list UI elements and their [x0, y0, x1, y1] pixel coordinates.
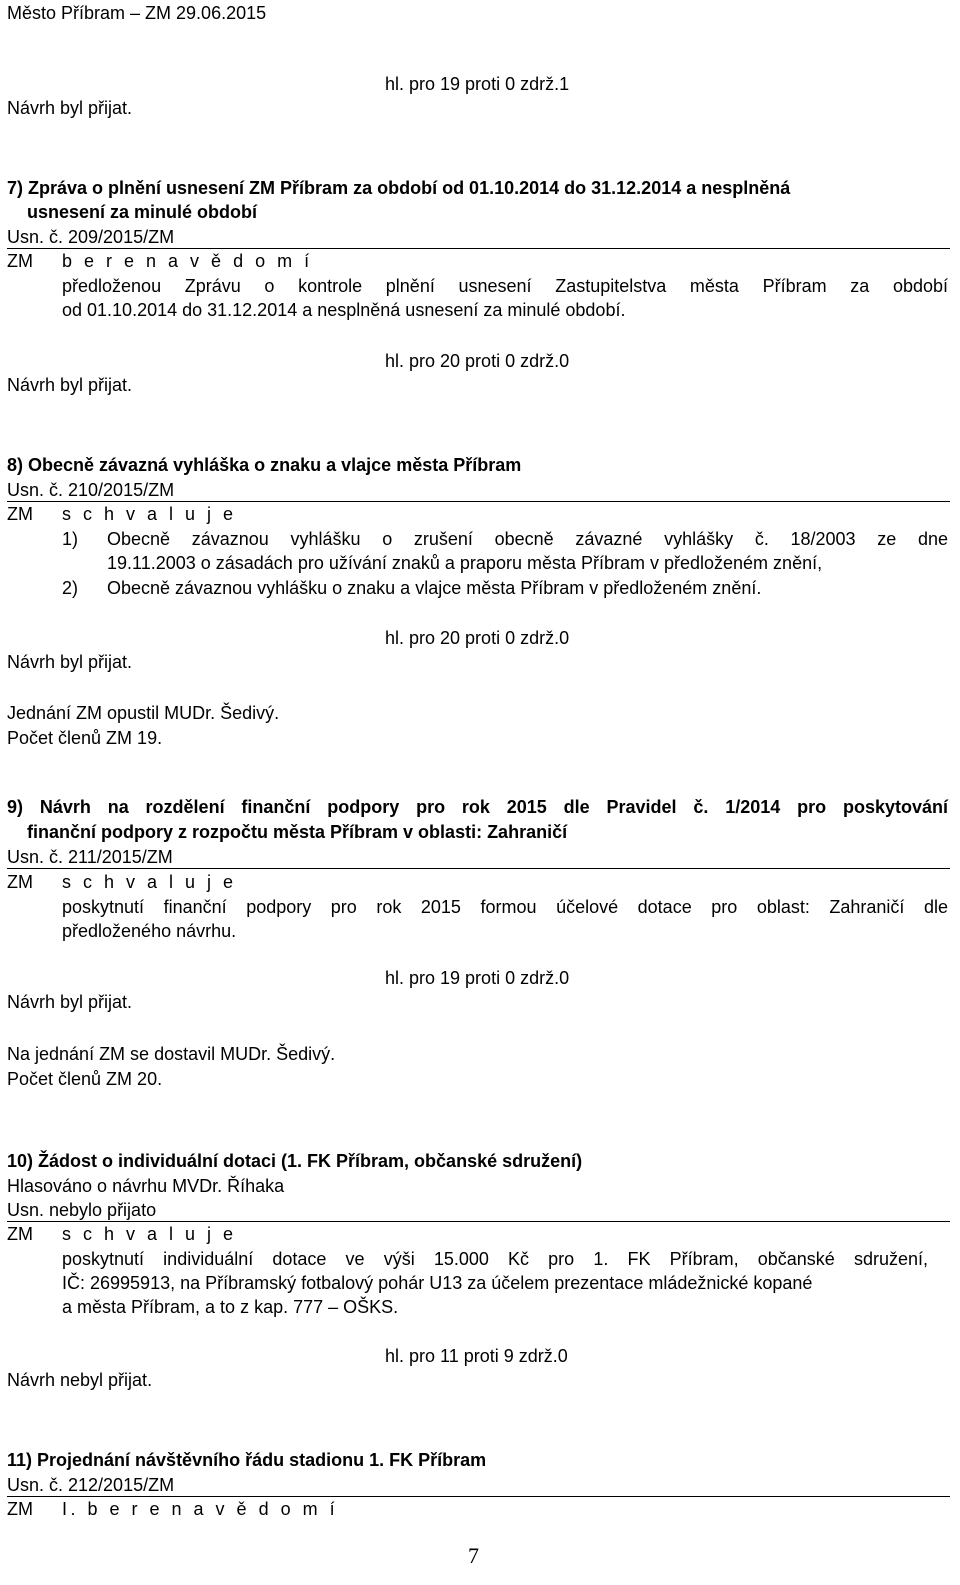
- item-10-title: 10) Žádost o individuální dotaci (1. FK Příbram, občanské sdružení): [7, 1151, 583, 1171]
- zm-label: ZM: [7, 872, 33, 892]
- resolution-text: předloženou Zprávu o kontrole plnění usnesení Zastupitelstva města Příbram za období: [62, 276, 948, 296]
- resolution-text: poskytnutí finanční podpory pro rok 2015 formou účelové dotace pro oblast: Zahraničí dle: [62, 897, 948, 917]
- item-9-title-cont: finanční podpory z rozpočtu města Příbram v oblasti: Zahraničí: [27, 822, 568, 842]
- resolution-point-2: Obecně závaznou vyhlášku o znaku a vlajce města Příbram v předloženém znění.: [107, 578, 762, 598]
- item-9-title: 9) Návrh na rozdělení finanční podpory pro rok 2015 dle Pravidel č. 1/2014 pro poskytování: [7, 797, 948, 817]
- vote-result: Návrh byl přijat.: [7, 992, 133, 1012]
- page-number: 7: [468, 1543, 479, 1568]
- list-number: 1): [62, 529, 79, 549]
- vote-tally: hl. pro 20 proti 0 zdrž.0: [385, 351, 570, 371]
- resolution-number: Usn. č. 212/2015/ZM: [7, 1474, 950, 1497]
- vote-tally: hl. pro 19 proti 0 zdrž.0: [385, 968, 570, 988]
- zm-label: ZM: [7, 1224, 33, 1244]
- resolution-text-cont: od 01.10.2014 do 31.12.2014 a nesplněná usnesení za minulé období.: [62, 300, 626, 320]
- attendance-note: Na jednání ZM se dostavil MUDr. Šedivý.: [7, 1044, 336, 1064]
- vote-result: Návrh byl přijat.: [7, 652, 133, 672]
- vote-tally: hl. pro 20 proti 0 zdrž.0: [385, 628, 570, 648]
- resolution-point-1-cont: 19.11.2003 o zásadách pro užívání znaků a praporu města Příbram v předloženém znění,: [107, 553, 823, 573]
- resolution-verb: s c h v a l u j e: [62, 504, 237, 524]
- vote-basis: Hlasováno o návrhu MVDr. Říhaka: [7, 1176, 285, 1196]
- item-11-title: 11) Projednání návštěvního řádu stadionu 1. FK Příbram: [7, 1450, 487, 1470]
- vote-result: Návrh byl přijat.: [7, 375, 133, 395]
- vote-result: Návrh nebyl přijat.: [7, 1370, 153, 1390]
- resolution-verb: I. b e r e n a v ě d o m í: [62, 1499, 339, 1519]
- item-8-title: 8) Obecně závazná vyhláška o znaku a vlajce města Příbram: [7, 455, 522, 475]
- zm-label: ZM: [7, 1499, 33, 1519]
- resolution-text-cont: a města Příbram, a to z kap. 777 – OŠKS.: [62, 1297, 399, 1317]
- resolution-number: Usn. č. 210/2015/ZM: [7, 479, 950, 502]
- resolution-text: poskytnutí individuální dotace ve výši 15.000 Kč pro 1. FK Příbram, občanské sdružení,: [62, 1249, 928, 1269]
- vote-tally: hl. pro 19 proti 0 zdrž.1: [385, 74, 570, 94]
- list-number: 2): [62, 578, 79, 598]
- member-count: Počet členů ZM 19.: [7, 728, 163, 748]
- resolution-number: Usn. nebylo přijato: [7, 1199, 950, 1222]
- resolution-text-cont: IČ: 26995913, na Příbramský fotbalový pohár U13 za účelem prezentace mládežnické kopané: [62, 1273, 813, 1293]
- item-7-title-cont: usnesení za minulé období: [27, 202, 258, 222]
- resolution-point-1: Obecně závaznou vyhlášku o zrušení obecně závazné vyhlášky č. 18/2003 ze dne: [107, 529, 948, 549]
- page-header: Město Příbram – ZM 29.06.2015: [7, 3, 267, 23]
- zm-label: ZM: [7, 504, 33, 524]
- resolution-number: Usn. č. 211/2015/ZM: [7, 846, 950, 869]
- resolution-verb: s c h v a l u j e: [62, 1224, 237, 1244]
- zm-label: ZM: [7, 251, 33, 271]
- item-7-title: 7) Zpráva o plnění usnesení ZM Příbram za období od 01.10.2014 do 31.12.2014 a nesplněná: [7, 178, 791, 198]
- vote-result: Návrh byl přijat.: [7, 98, 133, 118]
- resolution-verb: b e r e n a v ě d o m í: [62, 251, 313, 271]
- resolution-verb: s c h v a l u j e: [62, 872, 237, 892]
- resolution-text-cont: předloženého návrhu.: [62, 921, 237, 941]
- resolution-number: Usn. č. 209/2015/ZM: [7, 226, 950, 249]
- vote-tally: hl. pro 11 proti 9 zdrž.0: [385, 1346, 568, 1366]
- attendance-note: Jednání ZM opustil MUDr. Šedivý.: [7, 703, 280, 723]
- member-count: Počet členů ZM 20.: [7, 1069, 163, 1089]
